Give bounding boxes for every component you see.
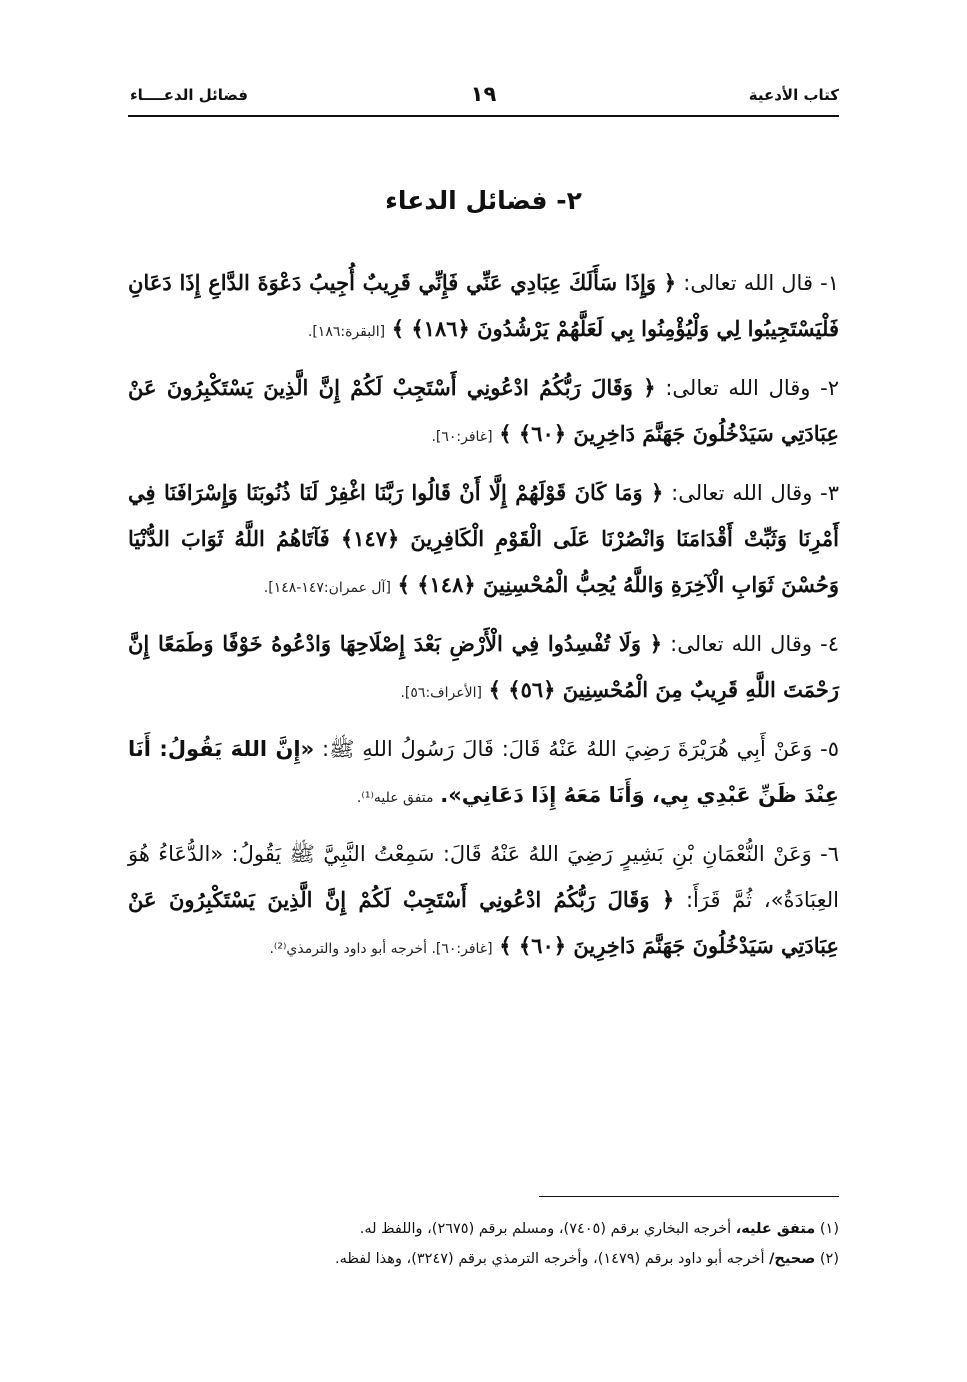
footnote-marker: (٢): [819, 1251, 839, 1267]
verse-reference: [الأعراف:٥٦].: [400, 685, 482, 701]
item-number: ٢-: [820, 376, 840, 400]
item-number: ٦-: [820, 842, 839, 866]
list-item: [128, 621, 839, 716]
hadith-text: «إِنَّ اللهَ يَقُولُ: أَنَا عِنْدَ ظَنِّ عَبْدِي بِي، وَأَنَا مَعَهُ إِذَا دَعَانِي».: [128, 737, 839, 807]
item-intro: وقال الله تعالى:: [665, 376, 811, 400]
item-number: ٤-: [820, 632, 839, 656]
quran-verse: ﴿ وَلَا تُفْسِدُوا فِي الْأَرْضِ بَعْدَ إِصْلَاحِهَا وَادْعُوهُ خَوْفًا وَطَمَعًا إِنَّ رَحْمَتَ اللَّهِ قَرِيبٌ مِنَ الْمُحْسِنِينَ ﴿٥٦﴾ ﴾: [128, 631, 839, 702]
item-number: ٣-: [820, 481, 839, 505]
section-title: ٢- فضائل الدعاء: [385, 186, 582, 215]
footnote-text: أخرجه البخاري برقم (٧٤٠٥)، ومسلم برقم (٢٦٧٥)، واللفظ له.: [359, 1221, 732, 1237]
quran-verse: ﴿ وَإِذَا سَأَلَكَ عِبَادِي عَنِّي فَإِنِّي قَرِيبٌ أُجِيبُ دَعْوَةَ الدَّاعِ إِذَا دَعَانِ فَلْيَسْتَجِيبُوا لِي وَلْيُؤْمِنُوا بِي لَعَلَّهُمْ يَرْشُدُونَ ﴿١٨٦﴾ ﴾: [128, 270, 839, 341]
items-list: [128, 260, 839, 982]
item-intro: وَعَنْ أَبِي هُرَيْرَةَ رَضِيَ اللهُ عَنْهُ قَالَ: قَالَ رَسُولُ اللهِ ﷺ:: [322, 737, 813, 761]
footnote-text: أخرجه أبو داود برقم (١٤٧٩)، وأخرجه الترمذي برقم (٣٢٤٧)، وهذا لفظه.: [335, 1251, 765, 1267]
list-item: [128, 470, 839, 611]
quran-verse: ﴿ وَقَالَ رَبُّكُمُ ادْعُونِي أَسْتَجِبْ لَكُمْ إِنَّ الَّذِينَ يَسْتَكْبِرُونَ عَنْ عِبَادَتِي سَيَدْخُلُونَ جَهَنَّمَ دَاخِرِينَ ﴿٦٠﴾ ﴾: [128, 375, 839, 446]
hadith-reference: متفق عليه⁽¹⁾.: [356, 790, 434, 806]
footnote: [128, 1244, 839, 1274]
item-intro: وقال الله تعالى:: [671, 481, 813, 505]
footnote-grade: صحيح/: [769, 1251, 816, 1267]
list-item: [128, 831, 839, 972]
item-intro: وَعَنْ النُّعْمَانِ بْنِ بَشِيرٍ رَضِيَ اللهُ عَنْهُ قَالَ: سَمِعْتُ النَّبِيَّ ﷺ يَقُولُ: «الدُّعَاءُ هُوَ العِبَادَةُ»، ثُمَّ قَرَأَ:: [128, 842, 839, 912]
item-intro: وقال الله تعالى:: [670, 632, 812, 656]
verse-reference: [البقرة:١٨٦].: [307, 324, 386, 340]
page-number: ١٩: [470, 82, 497, 106]
list-item: [128, 365, 839, 460]
footnote-rule: [0, 1196, 967, 1197]
verse-reference: [آل عمران:١٤٧-١٤٨].: [263, 580, 391, 596]
list-item: [128, 726, 839, 821]
header-rule: [128, 115, 839, 117]
item-number: ٥-: [820, 737, 840, 761]
footnote-marker: (١): [819, 1221, 839, 1237]
footnote: [128, 1214, 839, 1244]
list-item: [128, 260, 839, 355]
item-number: ١-: [820, 271, 839, 295]
running-header-chapter: فضائل الدعــــاء: [130, 86, 248, 104]
quran-verse: ﴿ وَمَا كَانَ قَوْلَهُمْ إِلَّا أَنْ قَالُوا رَبَّنَا اغْفِرْ لَنَا ذُنُوبَنَا وَإِسْرَافَنَا فِي أَمْرِنَا وَثَبِّتْ أَقْدَامَنَا وَانْصُرْنَا عَلَى الْقَوْمِ الْكَافِرِينَ ﴿١٤٧﴾ فَآتَاهُمُ اللَّهُ ثَوَابَ الدُّنْيَا وَحُسْنَ ثَوَابِ الْآخِرَةِ وَاللَّهُ يُحِبُّ الْمُحْسِنِينَ ﴿١٤٨﴾ ﴾: [128, 480, 840, 597]
verse-reference: [غافر:٦٠].: [431, 429, 493, 445]
item-intro: قال الله تعالى:: [683, 271, 813, 295]
quran-verse: ﴿ وَقَالَ رَبُّكُمُ ادْعُونِي أَسْتَجِبْ لَكُمْ إِنَّ الَّذِينَ يَسْتَكْبِرُونَ عَنْ عِبَادَتِي سَيَدْخُلُونَ جَهَنَّمَ دَاخِرِينَ ﴿٦٠﴾ ﴾: [128, 887, 839, 958]
footnotes: [128, 1214, 839, 1274]
running-header-book: كتاب الأدعية: [748, 86, 839, 104]
verse-reference: [غافر:٦٠]. أخرجه أبو داود والترمذي⁽²⁾.: [269, 941, 493, 957]
footnote-grade: متفق عليه،: [735, 1221, 816, 1237]
